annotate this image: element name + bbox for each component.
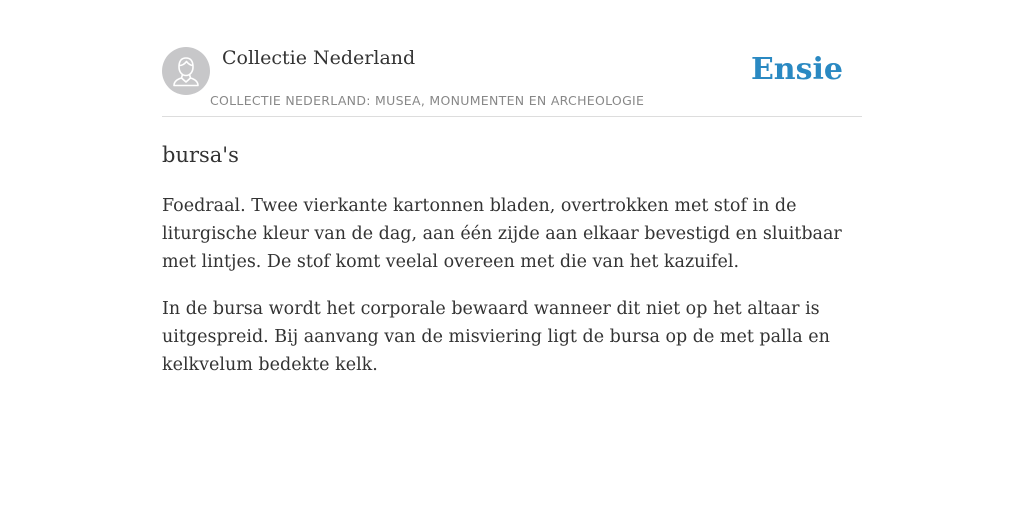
ensie-logo[interactable]: Ensie	[750, 52, 843, 87]
entry-header	[162, 46, 862, 117]
author-name[interactable]: Collectie Nederland	[222, 47, 416, 69]
definition-body	[162, 192, 862, 398]
term-title: bursa's	[162, 143, 239, 167]
user-icon	[162, 47, 210, 95]
source-label[interactable]: COLLECTIE NEDERLAND: MUSEA, MONUMENTEN EN ARCHEOLOGIE	[210, 93, 645, 108]
author-avatar[interactable]	[162, 47, 210, 95]
definition-paragraph: Foedraal. Twee vierkante kartonnen bladen, overtrokken met stof in de liturgische kleur van de dag, aan één zijde aan elkaar bevestigd en sluitbaar met lintjes. De stof komt veelal overeen met die van het kazuifel.	[162, 196, 842, 272]
definition-paragraph: In de bursa wordt het corporale bewaard wanneer dit niet op het altaar is uitgespreid. Bij aanvang van de misviering ligt de bursa op de met palla en kelkvelum bedekte kelk.	[162, 299, 830, 375]
